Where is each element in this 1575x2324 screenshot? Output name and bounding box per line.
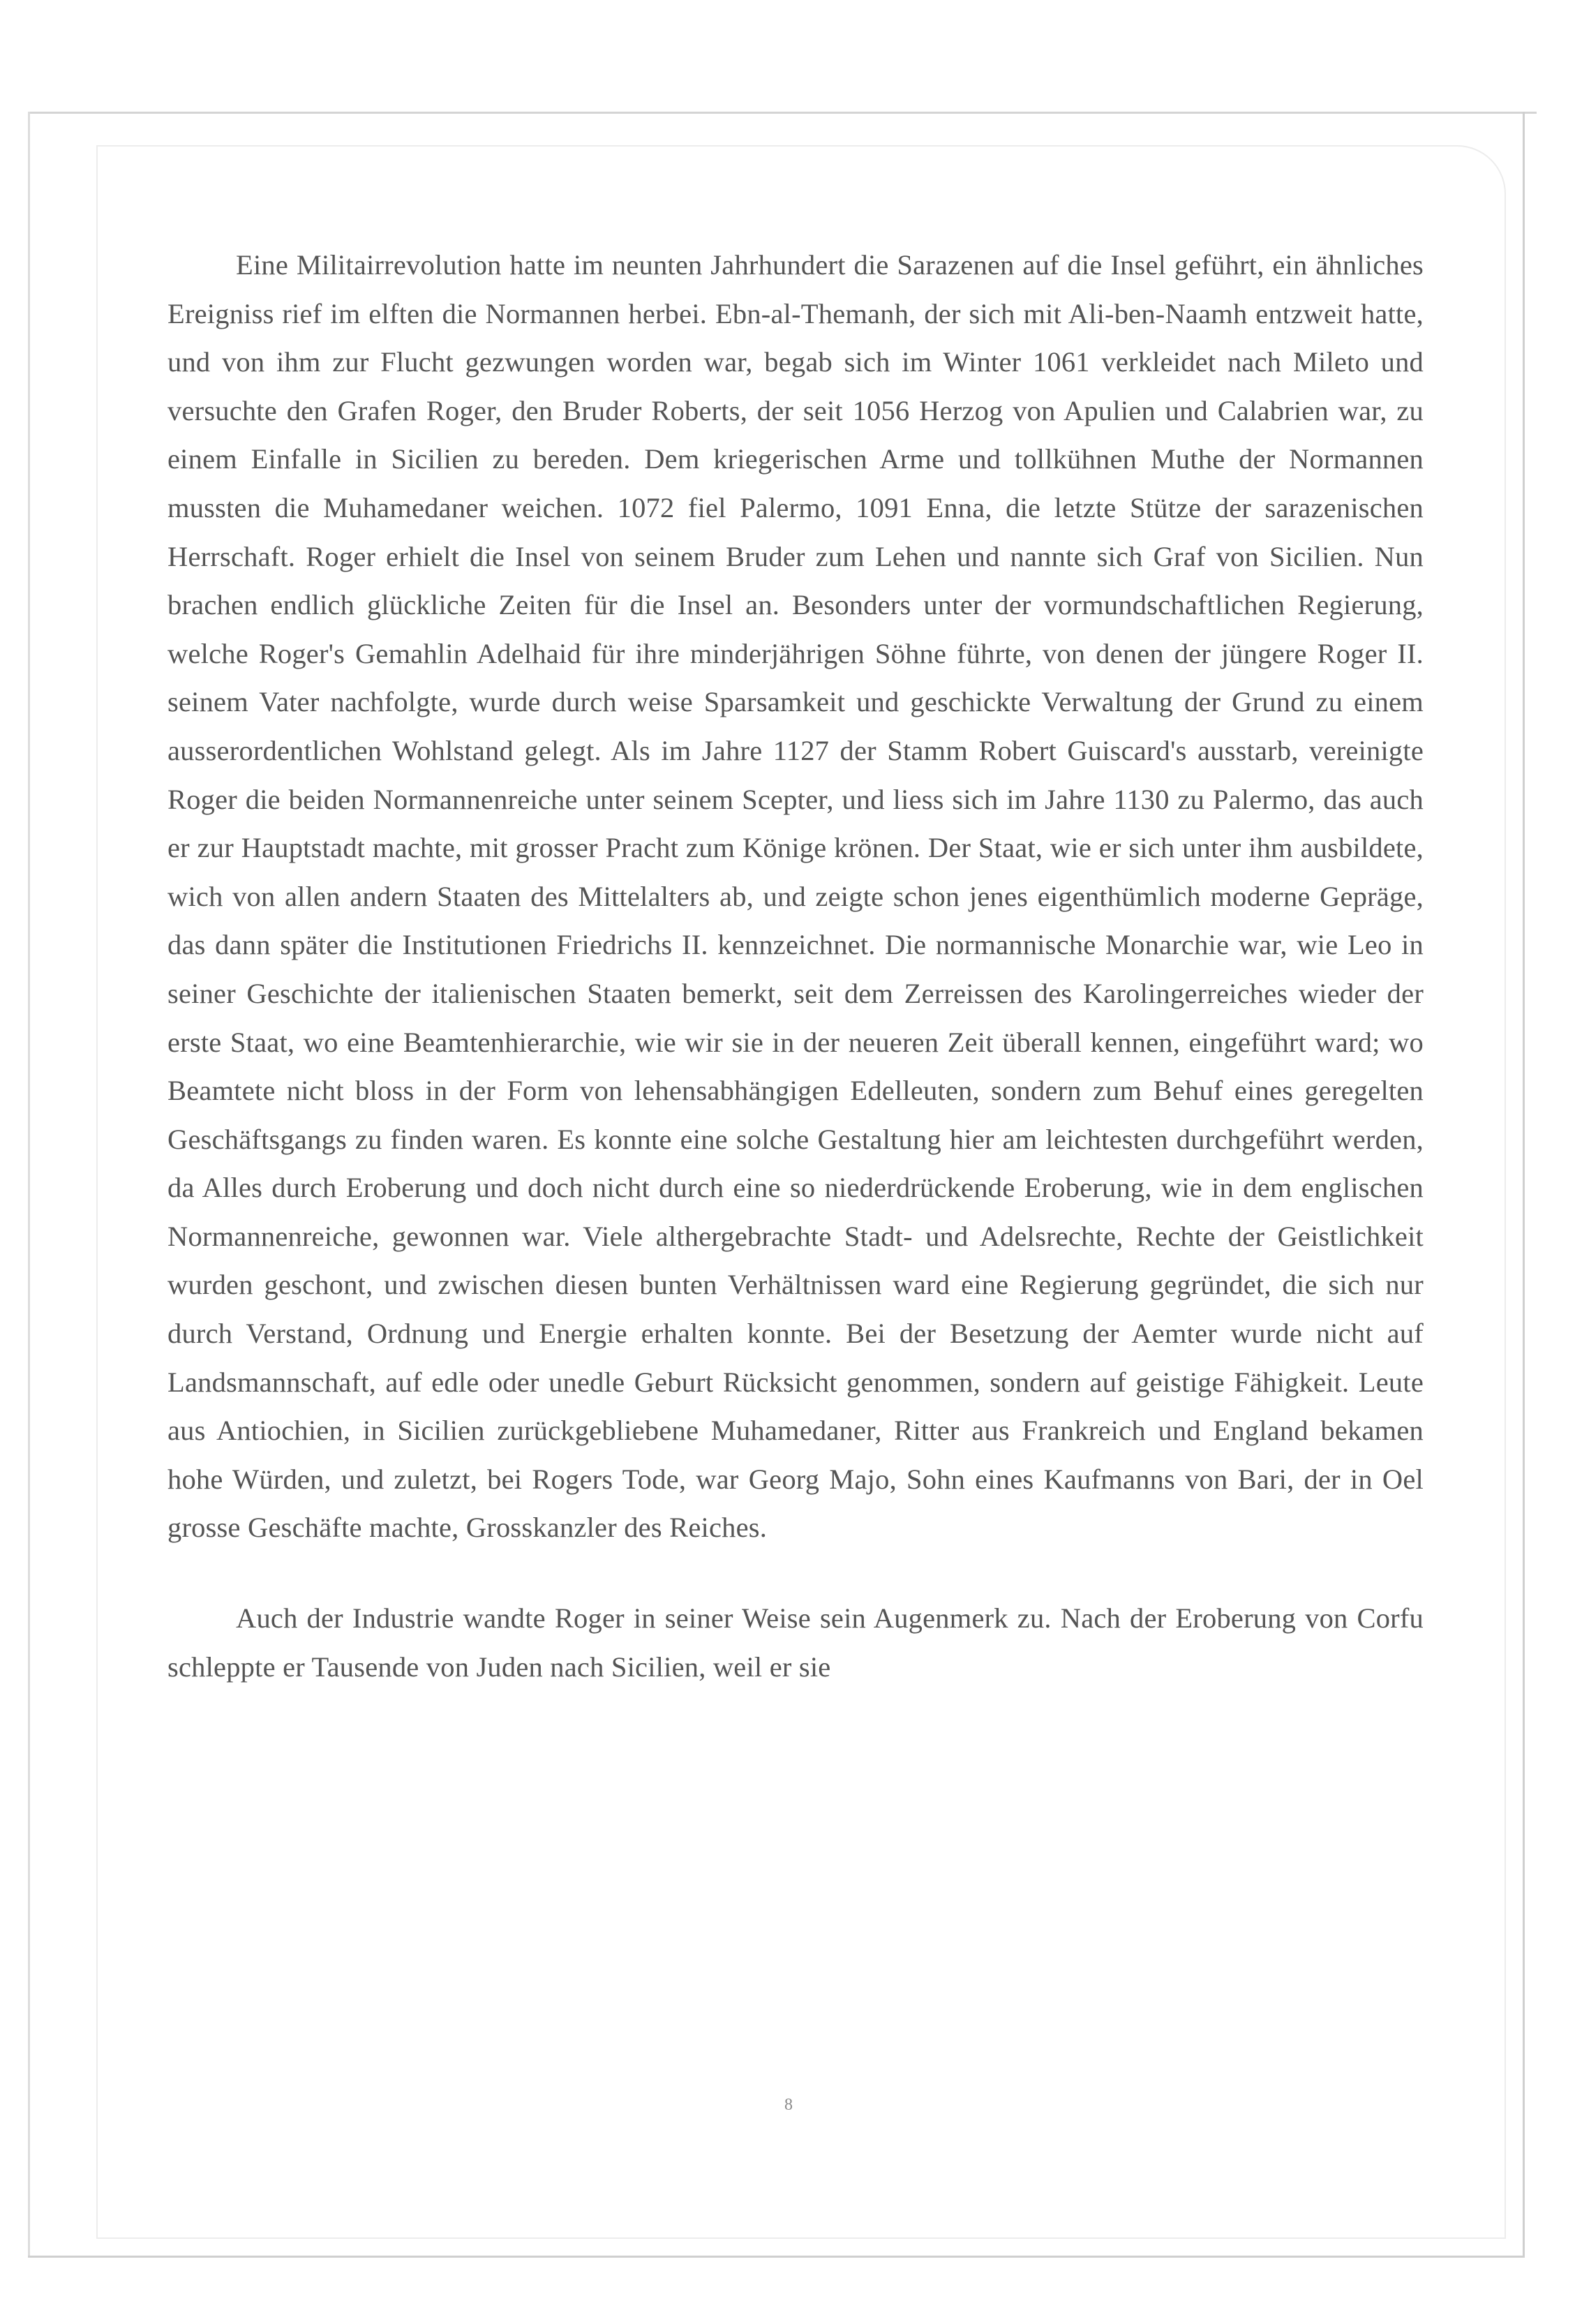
body-text: [167, 241, 1424, 1691]
page-frame-top-line: [28, 112, 1537, 114]
page-frame-bottom-line: [28, 2256, 1525, 2258]
paragraph-norman-conquest: Eine Militairrevolution hatte im neunten Jahrhundert die Sarazenen auf die Insel geführt, ein ähnliches Ereigniss rief im elften die Normannen herbei. Ebn-al-Themanh, der sich mit Ali-ben-Naamh entzweit hatte, und von ihm zur Flucht gezwungen worden war, begab sich im Winter 1061 verkleidet nach Mileto und versuchte den Grafen Roger, den Bruder Roberts, der seit 1056 Herzog von Apulien und Calabrien war, zu einem Einfalle in Sicilien zu bereden. Dem kriegerischen Arme und tollkühnen Muthe der Normannen mussten die Muhamedaner weichen. 1072 fiel Palermo, 1091 Enna, die letzte Stütze der sarazenischen Herrschaft. Roger erhielt die Insel von seinem Bruder zum Lehen und nannte sich Graf von Sicilien. Nun brachen endlich glückliche Zeiten für die Insel an. Besonders unter der vormundschaftlichen Regierung, welche Roger's Gemahlin Adelhaid für ihre minderjährigen Söhne führte, von denen der jüngere Roger II. seinem Vater nachfolgte, wurde durch weise Sparsamkeit und geschickte Verwaltung der Grund zu einem ausserordentlichen Wohlstand gelegt. Als im Jahre 1127 der Stamm Robert Guiscard's ausstarb, vereinigte Roger die beiden Normannenreiche unter seinem Scepter, und liess sich im Jahre 1130 zu Palermo, das auch er zur Hauptstadt machte, mit grosser Pracht zum Könige krönen. Der Staat, wie er sich unter ihm ausbildete, wich von allen andern Staaten des Mittelalters ab, und zeigte schon jenes eigenthümlich moderne Gepräge, das dann später die Institutionen Friedrichs II. kennzeichnet. Die normannische Monarchie war, wie Leo in seiner Geschichte der italienischen Staaten bemerkt, seit dem Zerreissen des Karolingerreiches wieder der erste Staat, wo eine Beamtenhierarchie, wie wir sie in der neueren Zeit überall kennen, eingeführt ward; wo Beamtete nicht bloss in der Form von lehensabhängigen Edelleuten, sondern zum Behuf eines geregelten Geschäftsgangs zu finden waren. Es konnte eine solche Gestaltung hier am leichtesten durchgeführt werden, da Alles durch Eroberung und doch nicht durch eine so niederdrückende Eroberung, wie in dem englischen Normannenreiche, gewonnen war. Viele althergebrachte Stadt- und Adelsrechte, Rechte der Geistlichkeit wurden geschont, und zwischen diesen bunten Verhältnissen ward eine Regierung gegründet, die sich nur durch Verstand, Ordnung und Energie erhalten konnte. Bei der Besetzung der Aemter wurde nicht auf Landsmannschaft, auf edle oder unedle Geburt Rücksicht genommen, sondern auf geistige Fähigkeit. Leute aus Antiochien, in Sicilien zurückgebliebene Muhamedaner, Ritter aus Frankreich und England bekamen hohe Würden, und zuletzt, bei Rogers Tode, war Georg Majo, Sohn eines Kaufmanns von Bari, der in Oel grosse Geschäfte machte, Grosskanzler des Reiches.: [167, 249, 1424, 1544]
page-frame-left-line: [28, 112, 30, 2258]
paragraph-industry: Auch der Industrie wandte Roger in seiner Weise sein Augenmerk zu. Nach der Eroberung von Corfu schleppte er Tausende von Juden nach Sicilien, weil er sie: [167, 1602, 1424, 1683]
page-frame-right-line: [1523, 112, 1525, 2258]
page-number: 8: [784, 2096, 793, 2114]
